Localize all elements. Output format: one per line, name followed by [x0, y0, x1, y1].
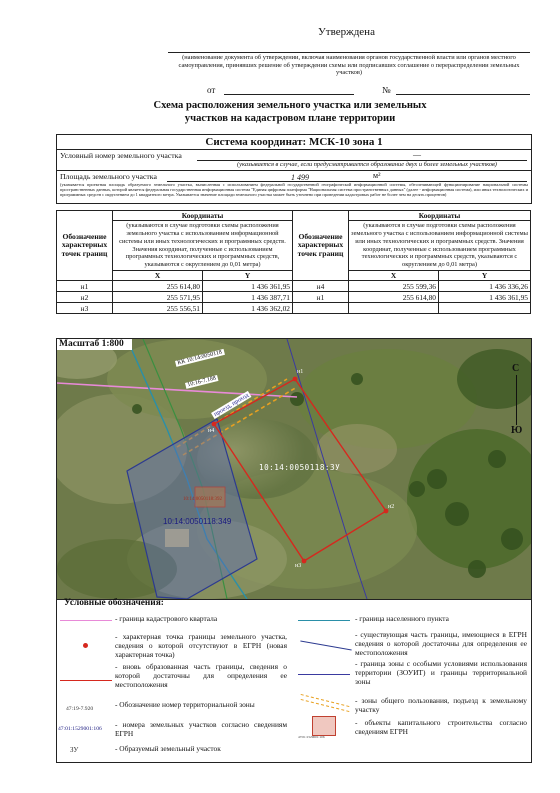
- legend-new-point: - характерная точка границы земельного участка, сведения о которой отсутствуют в ЕГРН (новая характерная точка): [115, 632, 287, 659]
- building-number-sample: 47:01:1529001:106: [298, 735, 325, 739]
- compass-line: [516, 375, 517, 425]
- coordinates-table: [56, 210, 531, 314]
- area-label: Площадь земельного участка: [60, 172, 157, 181]
- zone-number-sample-icon: 47:19-7.920: [66, 706, 94, 712]
- x-cell: 255 614,80: [349, 292, 439, 303]
- points-header-right: Обозначение характерных точек границ: [293, 211, 349, 281]
- block-label: 10:14:0050118:ЗУ: [259, 463, 341, 472]
- zu-sample-icon: ЗУ: [70, 746, 79, 754]
- area-unit: м²: [373, 171, 381, 180]
- number-line: [396, 94, 530, 95]
- x-header-left: X: [113, 271, 203, 281]
- settlement-line-icon: [298, 620, 350, 621]
- x-cell: 255 571,95: [113, 292, 203, 303]
- y-cell: 1 436 336,26: [439, 281, 531, 292]
- zone-label: 10:16-7.188: [186, 375, 217, 389]
- cad-quarter-line-icon: [60, 620, 112, 621]
- info-divider: [57, 170, 531, 171]
- legend-buildings: - объекты капитального строительства согласно сведениям ЕГРН: [355, 718, 527, 736]
- conditional-number-note: (указывается в случае, если предусматривается образование двух и более земельных участков): [237, 161, 497, 168]
- x-cell: 255 599,36: [349, 281, 439, 292]
- area-note: (указывается проектная площадь образуемого земельного участка, вычисленная с использованием федеральной государственной географической информационной системы, обеспечивающей функционирование национальной системы пространственных данных, которой является федеральная государственная информационная система "Единая цифровая платформа "Национальная система пространственных данных" (далее - информационная система), или иных технологических и программных средств с округлением до 1 квадратного метра. Указывается значение площади земельного участка может быть уточнено при проведении кадастровых работ не более чем на десять процентов): [60, 182, 528, 197]
- point-label-n3: н3: [295, 563, 302, 569]
- approval-doc-line: [168, 52, 530, 53]
- conditional-number-value: —: [413, 150, 421, 159]
- parcel-number-sample-icon: 47:01:1529001:106: [58, 726, 102, 732]
- coords-header-right: Координаты: [349, 211, 531, 221]
- legend-title: Условные обозначения:: [64, 598, 164, 608]
- point-cell: н1: [57, 281, 113, 292]
- cad-quarter-label: КК 10:14:0050118: [176, 349, 223, 367]
- south-label: Ю: [511, 425, 523, 436]
- point-cell: [293, 303, 349, 314]
- x-cell: [349, 303, 439, 314]
- y-cell: [439, 303, 531, 314]
- new-border-line-icon: [60, 680, 112, 681]
- legend-settlement: - граница населенного пункта: [355, 614, 449, 623]
- point-label-n1: н1: [297, 369, 304, 375]
- x-cell: 255 614,80: [113, 281, 203, 292]
- point-cell: н1: [293, 292, 349, 303]
- x-cell: 255 556,51: [113, 303, 203, 314]
- point-cell: н3: [57, 303, 113, 314]
- area-value: 1 499: [291, 173, 309, 182]
- info-block: [56, 134, 532, 204]
- legend-parcel-numbers: - номера земельных участков согласно сведениям ЕГРН: [115, 720, 287, 738]
- legend-road: - зоны общего пользования, подъезд к земельному участку: [355, 696, 527, 714]
- y-cell: 1 436 387,71: [203, 292, 293, 303]
- y-cell: 1 436 361,95: [439, 292, 531, 303]
- new-point-icon: [83, 643, 88, 648]
- y-header-left: Y: [203, 271, 293, 281]
- coord-system-title: Система координат: МСК-10 зона 1: [57, 135, 531, 150]
- y-cell: 1 436 362,02: [203, 303, 293, 314]
- approval-note: (наименование документа об утверждении, включая наименования органов государственной власти или органов местного самоуправления, принявших решение об утверждении схемы или подписавших соглашение о перераспределении земельных участков): [178, 54, 520, 77]
- conditional-number-label: Условный номер земельного участка: [60, 151, 182, 160]
- parcel-number-label: 10:14:0050118:349: [163, 517, 232, 526]
- legend-existing-border: - существующая часть границы, имеющиеся в ЕГРН сведения о которой достаточны для определения ее местоположения: [355, 630, 527, 657]
- zone-border-line-icon: [298, 674, 350, 675]
- points-header-left: Обозначение характерных точек границ: [57, 211, 113, 281]
- coords-header-left: Координаты: [113, 211, 293, 221]
- road-label: проезд, проход: [212, 391, 250, 418]
- building-icon: [312, 716, 336, 736]
- coords-note-right: (указываются в случае подготовки схемы расположения земельного участка с использованием информационной системы или иных технологических и программных средств. Значения координат, полученные с использованием программных технологических и программных средств, указываются с округлением до 0,01 метра): [349, 221, 531, 271]
- legend-zone-number: - Обозначение номер территориальной зоны: [115, 700, 255, 709]
- building-label: 10:14:0050118:392: [183, 497, 222, 502]
- y-header-right: Y: [439, 271, 531, 281]
- date-line: [224, 94, 354, 95]
- from-label: от: [207, 85, 216, 95]
- legend-cad-quarter: - граница кадастрового квартала: [115, 614, 218, 623]
- point-cell: н2: [57, 292, 113, 303]
- number-label: №: [382, 85, 391, 95]
- table-row: [57, 303, 531, 314]
- table-row: [57, 281, 531, 292]
- x-header-right: X: [349, 271, 439, 281]
- approved-label: Утверждена: [318, 26, 375, 38]
- map-frame: [56, 338, 532, 600]
- point-label-n2: н2: [388, 504, 395, 510]
- legend-new-parcel: - Образуемый земельный участок: [115, 744, 221, 753]
- legend-new-border: - вновь образованная часть границы, сведения о которой достаточны для определения ее местоположения: [115, 662, 287, 689]
- scheme-title: Схема расположения земельного участка или земельных участков на кадастровом плане территории: [153, 100, 427, 124]
- point-cell: н4: [293, 281, 349, 292]
- north-label: С: [512, 363, 520, 374]
- legend-zone-border: - граница зоны с особыми условиями использования территории (ЗОУИТ) и границы территориальной зоны: [355, 659, 527, 686]
- y-cell: 1 436 361,95: [203, 281, 293, 292]
- table-row: [57, 292, 531, 303]
- point-label-n4: н4: [208, 428, 215, 434]
- map-scale: Масштаб 1:800: [57, 339, 132, 350]
- coords-note-left: (указываются в случае подготовки схемы расположения земельного участка с использованием информационной системы или иных технологических и программных средств. Значения координат, полученные с использованием программных технологических и программных средств, указываются с округлением до 0,01 метра): [113, 221, 293, 271]
